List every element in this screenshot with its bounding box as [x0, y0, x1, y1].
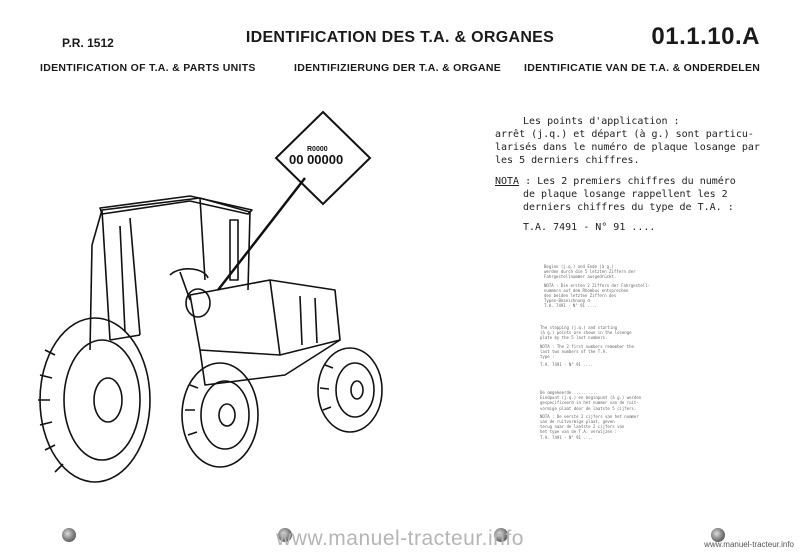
german-line: Beginn (j.q.) und Ende (à g.) [544, 264, 614, 269]
dutch-line: gespecificeerd in het nummer van de ruit- [540, 400, 639, 406]
plate-big-number: 00 00000 [289, 152, 344, 167]
leader-line [218, 178, 305, 290]
subtitle-dutch: IDENTIFICATIE VAN DE T.A. & ONDERDELEN [524, 62, 761, 74]
nota-line-0: : Les 2 premiers chiffres du numéro [519, 176, 736, 187]
dutch-line: Eindpunt (j.q.) en beginpunt (à g.) worden [540, 395, 642, 401]
english-line: NOTA : The 2 first numbers remember the [540, 343, 634, 349]
subtitle-german: IDENTIFIZIERUNG DER T.A. & ORGANE [294, 62, 502, 74]
document-reference: P.R. 1512 [62, 36, 114, 50]
french-line-2: larisés dans le numéro de plaque losange par [495, 142, 760, 153]
ta-example: T.A. 7491 - N° 91 .... [523, 222, 656, 233]
lozenge-plate [276, 112, 370, 204]
subtitle-english: IDENTIFICATION OF T.A. & PARTS UNITS [40, 62, 256, 74]
german-line: T.A. 7491 - N° 91 .... [544, 303, 597, 309]
plate-small-number: R0000 [307, 146, 328, 153]
nota-line-1: de plaque losange rappellent les 2 [523, 189, 728, 200]
dutch-line: NOTA : De eerste 2 cijfers van het nummer [540, 413, 639, 419]
dutch-line: De omgekeerde .......... [540, 390, 598, 395]
section-code: 01.1.10.A [651, 23, 760, 50]
german-line: werden durch die 5 letzten Ziffern der [544, 269, 636, 275]
nota-label: NOTA [495, 176, 520, 187]
english-line: T.A. 7491 - N° 91 .... [540, 362, 593, 368]
french-line-3: les 5 derniers chiffres. [495, 155, 640, 166]
nota-line-2: derniers chiffres du type de T.A. : [523, 202, 734, 213]
german-line: Fahrgestellnummer ausgedrückt. [544, 274, 617, 280]
german-block [544, 264, 664, 309]
watermark-small: www.manuel-tracteur.info [704, 540, 794, 549]
dutch-block [540, 390, 665, 440]
watermark-main: www.manuel-tracteur.info [276, 527, 524, 550]
dutch-line: van de ruitvormige plaat, geven [540, 419, 615, 425]
french-description [495, 115, 760, 167]
dutch-line: vormige plaat door de laatste 5 cijfers. [540, 405, 637, 411]
dutch-line: T.A. 7491 - N° 91 .... [540, 434, 593, 440]
english-line: type : [540, 354, 555, 360]
english-line: plate by the 5 last numbers. [540, 335, 608, 341]
german-line: den beiden letzten Ziffern des [544, 293, 617, 299]
french-nota [495, 175, 736, 214]
english-line: (à g.) points are shown in the lozenge [540, 330, 632, 336]
english-block [540, 325, 660, 367]
german-line: NOTA : Die ersten 2 Ziffern der Fahrgestell- [544, 282, 650, 288]
french-line-1: arrêt (j.q.) et départ (à g.) sont particu- [495, 129, 754, 140]
tractor-drawing [38, 196, 382, 482]
german-line: nummern auf dem Rhombus entsprechen [544, 287, 629, 293]
english-line: The stopping (j.q.) and starting [540, 325, 618, 330]
tractor-illustration [30, 100, 450, 500]
page-title: IDENTIFICATION DES T.A. & ORGANES [245, 29, 555, 46]
german-line: Typen-Bezeichnung d [544, 298, 590, 304]
french-line-0: Les points d'application : [523, 116, 680, 127]
dutch-line: terug naar de laatste 2 cijfers van [540, 424, 625, 430]
english-line: last two numbers of the T.A. [540, 348, 608, 354]
dutch-line: het type van de T.A. verwijzen : [540, 429, 618, 435]
